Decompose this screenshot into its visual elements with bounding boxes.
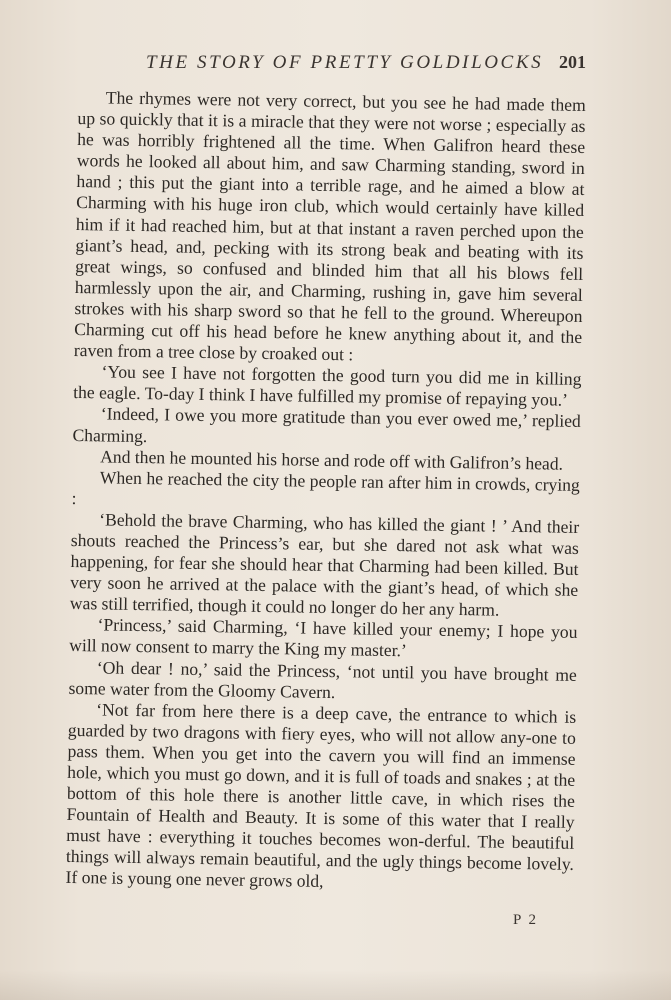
page-header bbox=[146, 52, 586, 82]
running-title: THE STORY OF PRETTY GOLDILOCKS bbox=[146, 52, 544, 73]
paragraph: And then he mounted his horse and rode off with Galifron’s head. bbox=[100, 445, 564, 474]
paragraph: ‘Not far from here there is a deep cave, the entrance to which is guarded by two dragons with fiery eyes, who will not allow any-one to pass them. When you get into the cavern you will find an immense hole, which you must go down, and it is full of toads and snakes ; at the bottom of this hole there is another little cave, in which rises the Fountain of Health and Beauty. It is some of this water that I really must have : everything it touches becomes won-derful. The beautiful things will always remain beautiful, and the ugly things become lovely. If one is young one never grows old, bbox=[65, 699, 577, 892]
paragraph: When he reached the city the people ran after him in crowds, crying : bbox=[71, 467, 580, 508]
paragraph: ‘Oh dear ! no,’ said the Princess, ‘not until you have brought me some water from the Gloomy Cavern. bbox=[68, 656, 577, 702]
paragraph: ‘Indeed, I owe you more gratitude than you ever owed me,’ replied Charming. bbox=[72, 403, 581, 446]
paragraph: The rhymes were not very correct, but you see he had made them up so quickly that it is a miracle that they were not worse ; especially as he was horribly frightened all the time. When Galifron heard these words he looked all about him, and saw Charming standing, sword in hand ; this put the giant into a terrible rage, and he aimed a blow at Charming with his huge iron club, which would certainly have killed him if it had reached him, but at that instant a raven perched upon the giant’s head, and, pecking with its strong beak and beating with its great wings, so confused and blinded him that all his blows fell harmlessly upon the air, and Charming, rushing in, gave him several strokes with his sharp sword so that he fell to the ground. Whereupon Charming cut off his head before he knew anything about it, and the raven from a tree close by croaked out : bbox=[73, 87, 586, 365]
body-text bbox=[65, 87, 586, 896]
page-number: 201 bbox=[559, 52, 586, 72]
paragraph: ‘Princess,’ said Charming, ‘I have killed your enemy; I hope you will now consent to marry the King my master.’ bbox=[69, 614, 578, 661]
signature-mark: P 2 bbox=[513, 912, 539, 928]
paragraph: ‘Behold the brave Charming, who has killed the giant ! ’ And their shouts reached the Princess’s ear, but she dared not ask what was happening, for fear she should hear that Charming had been killed. But very soon he arrived at the palace with the giant’s head, of which she was still terrified, though it could no longer do her any harm. bbox=[69, 509, 580, 620]
paragraph: ‘You see I have not forgotten the good turn you did me in killing the eagle. To-day I think I have fulfilled my promise of repaying you.’ bbox=[73, 361, 582, 411]
